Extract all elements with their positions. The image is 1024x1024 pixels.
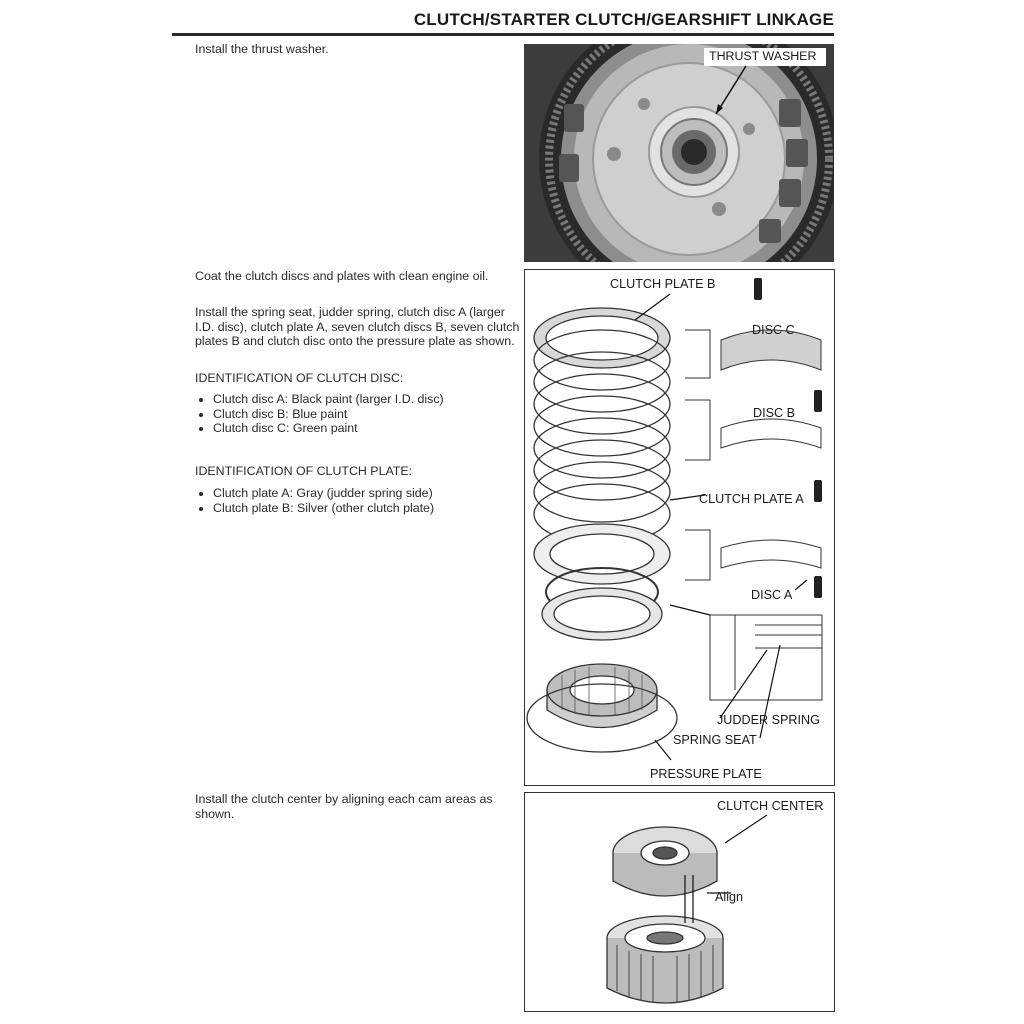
step2-oil-text: Coat the clutch discs and plates with clean engine oil. (195, 269, 489, 283)
plate-id-item: • Clutch plate A: Gray (judder spring side) (213, 486, 434, 501)
align-label: Align (715, 890, 744, 904)
disc-id-heading: IDENTIFICATION OF CLUTCH DISC: (195, 371, 404, 385)
thrust-washer-label: THRUST WASHER (709, 49, 817, 63)
clutch-plate-a-label: CLUTCH PLATE A (699, 492, 804, 506)
disc-id-item: • Clutch disc A: Black paint (larger I.D. disc) (213, 392, 444, 407)
clutch-plate-b-label: CLUTCH PLATE B (610, 277, 716, 291)
clutch-stack-figure (524, 269, 835, 786)
disc-a-label: DISC A (751, 588, 793, 602)
plate-id-item: • Clutch plate B: Silver (other clutch plate) (213, 501, 434, 516)
header-rule (172, 33, 834, 36)
clutch-center-figure (524, 792, 835, 1012)
clutch-center-label: CLUTCH CENTER (717, 799, 824, 813)
disc-id-item: • Clutch disc B: Blue paint (213, 407, 444, 422)
plate-id-heading: IDENTIFICATION OF CLUTCH PLATE: (195, 464, 413, 478)
step1-text: Install the thrust washer. (195, 42, 329, 56)
disc-id-list (195, 392, 444, 436)
disc-c-label: DISC C (752, 323, 795, 337)
clutch-center-illustration (525, 793, 834, 1011)
disc-id-item: • Clutch disc C: Green paint (213, 421, 444, 436)
judder-spring-label: JUDDER SPRING (717, 713, 820, 727)
photo-illustration (524, 44, 834, 262)
section-title: CLUTCH/STARTER CLUTCH/GEARSHIFT LINKAGE (413, 10, 834, 29)
thrust-washer-photo (524, 44, 834, 262)
pressure-plate-label: PRESSURE PLATE (650, 767, 762, 781)
spring-seat-label: SPRING SEAT (673, 733, 757, 747)
disc-b-label: DISC B (753, 406, 795, 420)
clutch-stack-illustration (525, 270, 834, 785)
step2-install-text: Install the spring seat, judder spring, clutch disc A (larger I.D. disc), clutch plate A, seven clutch discs B, seven clutch plates B and clutch disc onto the pressure plate as shown. (195, 305, 520, 349)
step3-text: Install the clutch center by aligning each cam areas as shown. (195, 792, 493, 821)
plate-id-list (195, 486, 434, 515)
